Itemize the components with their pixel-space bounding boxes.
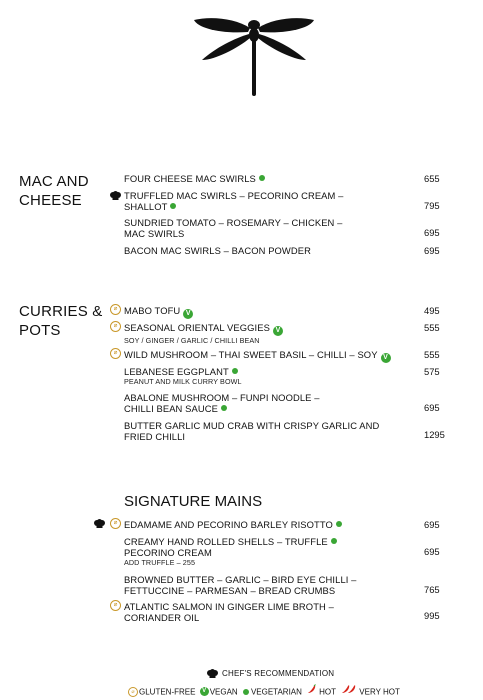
- vegetarian-dot-icon: [331, 538, 337, 544]
- menu-item: SUNDRIED TOMATO – ROSEMARY – CHICKEN – MAC SWIRLS: [124, 217, 343, 239]
- vegetarian-dot-icon: [170, 203, 176, 209]
- menu-item: CREAMY HAND ROLLED SHELLS – TRUFFLE PECORINO CREAM ADD TRUFFLE – 255: [124, 536, 374, 568]
- menu-item: FOUR CHEESE MAC SWIRLS: [124, 173, 374, 184]
- item-price: 695: [424, 245, 440, 256]
- section-title-signature-mains: SIGNATURE MAINS: [124, 493, 263, 510]
- gluten-free-icon: ⌀: [110, 304, 121, 315]
- item-price: 655: [424, 173, 440, 184]
- legend-vegetarian: VEGETARIAN: [250, 687, 302, 697]
- vegan-icon: V: [200, 687, 209, 696]
- section-title-mac-and-cheese: MAC AND CHEESE: [19, 173, 89, 209]
- legend-chef-recommendation: CHEF'S RECOMMENDATION: [222, 669, 335, 678]
- item-price: 695: [424, 546, 440, 557]
- menu-item: BROWNED BUTTER – GARLIC – BIRD EYE CHILLI – FETTUCCINE – PARMESAN – BREAD CRUMBS: [124, 574, 357, 596]
- item-price: 695: [424, 519, 440, 530]
- vegan-icon: V: [273, 326, 283, 336]
- item-price: 695: [424, 402, 440, 413]
- gluten-free-icon: ⌀: [110, 518, 121, 529]
- menu-item: TRUFFLED MAC SWIRLS – PECORINO CREAM – SHALLOT: [124, 190, 344, 212]
- legend-very-hot: VERY HOT: [359, 687, 400, 697]
- chili-icon: [341, 684, 357, 694]
- item-price: 1295: [424, 429, 445, 440]
- vegan-icon: V: [381, 353, 391, 363]
- menu-item: EDAMAME AND PECORINO BARLEY RISOTTO: [124, 519, 374, 530]
- vegetarian-dot-icon: [221, 405, 227, 411]
- vegetarian-dot-icon: [232, 368, 238, 374]
- menu-item: SEASONAL ORIENTAL VEGGIES V SOY / GINGER / GARLIC / CHILLI BEAN: [124, 322, 374, 346]
- section-title-curries-and-pots: CURRIES & POTS: [19, 303, 103, 339]
- menu-item: ABALONE MUSHROOM – FUNPI NOODLE – CHILLI BEAN SAUCE: [124, 392, 320, 414]
- gluten-free-icon: ⌀: [110, 321, 121, 332]
- gluten-free-icon: ⌀: [128, 687, 138, 697]
- menu-item: WILD MUSHROOM – THAI SWEET BASIL – CHILLI – SOY V: [124, 349, 404, 363]
- legend-vegan: VEGAN: [209, 687, 238, 697]
- menu-item: LEBANESE EGGPLANT PEANUT AND MILK CURRY BOWL: [124, 366, 242, 386]
- chef-hat-icon: [110, 191, 121, 200]
- item-price: 495: [424, 305, 440, 316]
- vegan-icon: V: [183, 309, 193, 319]
- vegetarian-dot-icon: [259, 175, 265, 181]
- gluten-free-icon: ⌀: [110, 600, 121, 611]
- gluten-free-icon: ⌀: [110, 348, 121, 359]
- legend-hot: HOT: [319, 687, 337, 697]
- menu-item: BACON MAC SWIRLS – BACON POWDER: [124, 245, 311, 256]
- dragonfly-icon: [190, 14, 318, 98]
- vegetarian-dot-icon: [336, 521, 342, 527]
- chef-hat-icon: [207, 669, 218, 678]
- vegetarian-dot-icon: [243, 689, 249, 695]
- menu-item: ATLANTIC SALMON IN GINGER LIME BROTH – CORIANDER OIL: [124, 601, 334, 623]
- menu-item: BUTTER GARLIC MUD CRAB WITH CRISPY GARLIC AND FRIED CHILLI: [124, 420, 380, 442]
- item-price: 765: [424, 584, 440, 595]
- item-price: 995: [424, 610, 440, 621]
- legend-gluten-free: GLUTEN-FREE: [139, 687, 196, 697]
- legend-row: [128, 684, 400, 697]
- chili-icon: [307, 684, 317, 694]
- chef-hat-icon: [94, 519, 105, 528]
- item-price: 555: [424, 322, 440, 333]
- item-price: 795: [424, 200, 440, 211]
- item-price: 555: [424, 349, 440, 360]
- item-price: 695: [424, 227, 440, 238]
- menu-item: MABO TOFU V: [124, 305, 374, 319]
- item-price: 575: [424, 366, 440, 377]
